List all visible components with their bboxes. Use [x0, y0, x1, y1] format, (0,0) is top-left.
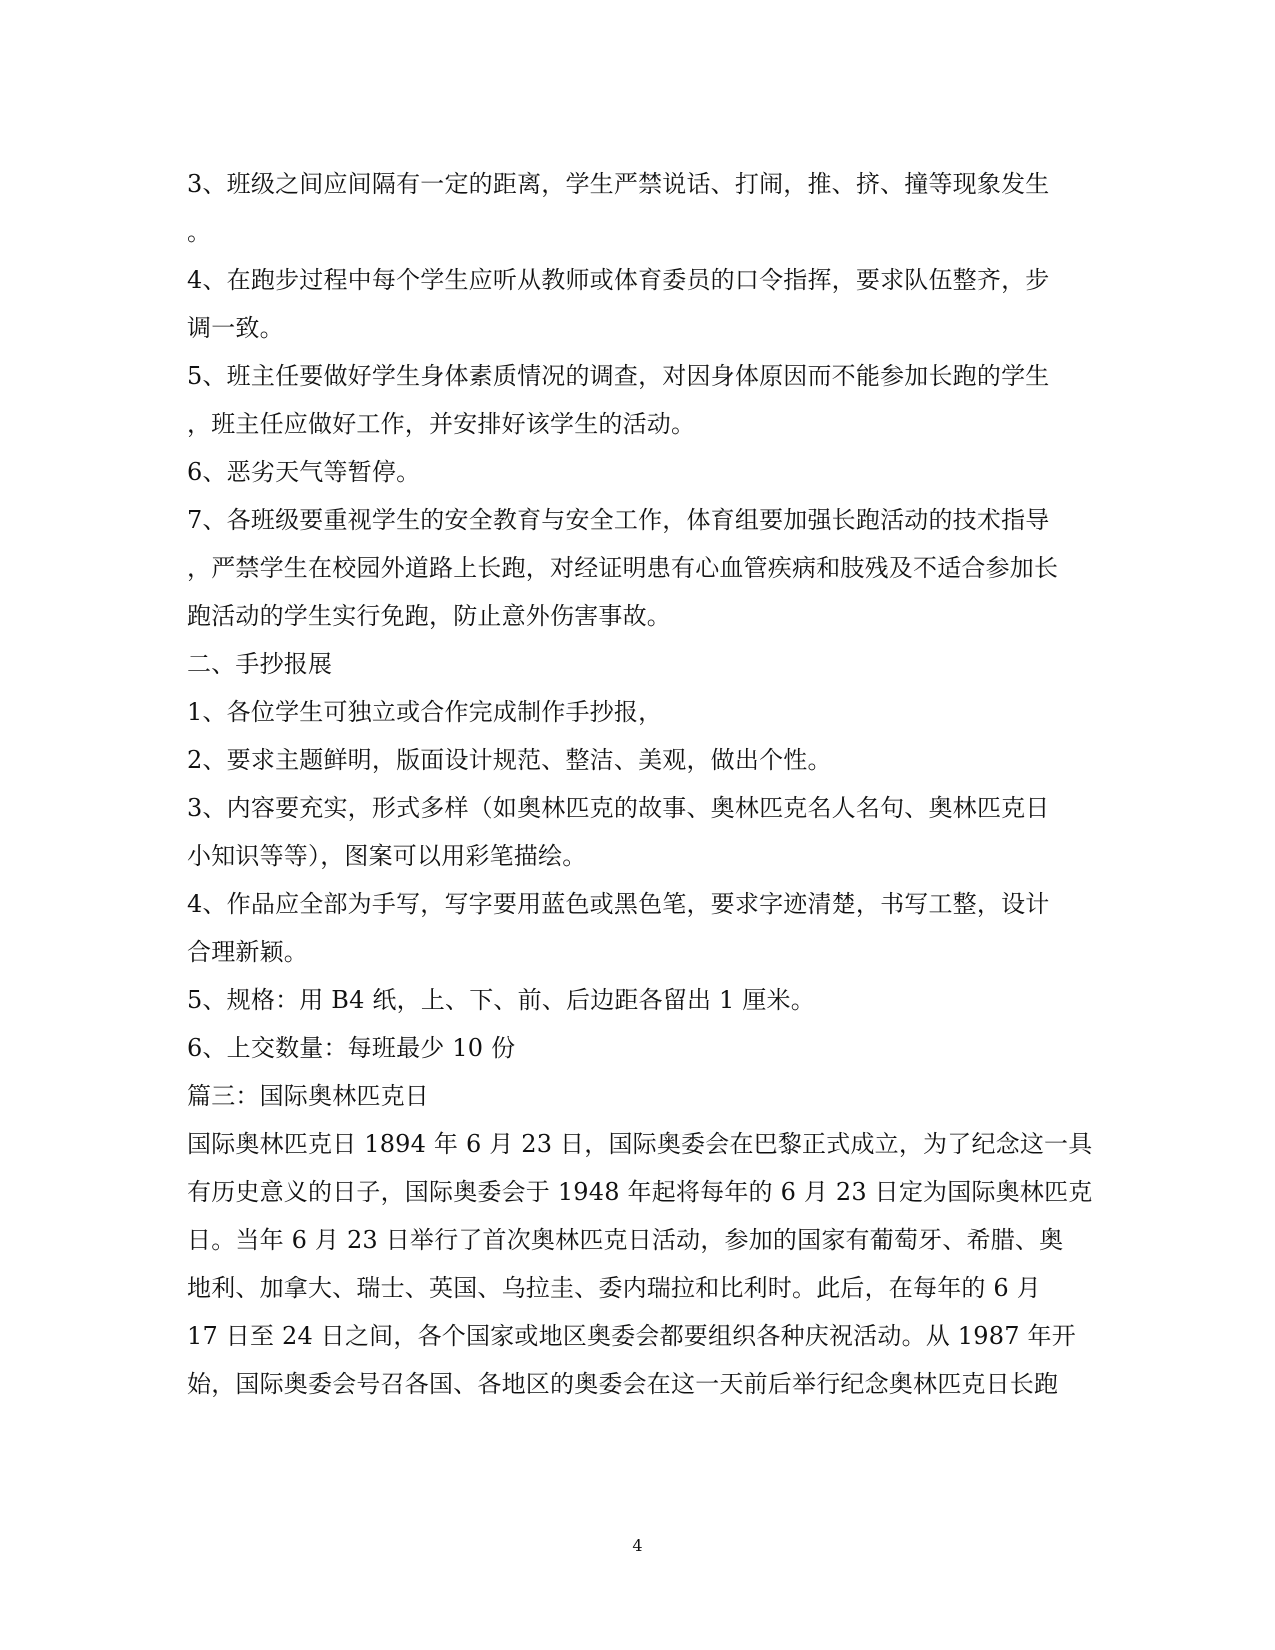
text-line: 6、恶劣天气等暂停。: [187, 458, 421, 486]
text-line: 小知识等等），图案可以用彩笔描绘。: [187, 842, 587, 870]
text-line: 2、要求主题鲜明，版面设计规范、整洁、美观，做出个性。: [187, 746, 832, 774]
text-line: 调一致。: [187, 314, 284, 342]
section-heading: 篇三：国际奥林匹克日: [187, 1082, 429, 1110]
text-line: 3、班级之间应间隔有一定的距离，学生严禁说话、打闹，推、挤、撞等现象发生: [187, 170, 1050, 198]
text-line: 1、各位学生可独立或合作完成制作手抄报，: [187, 698, 663, 726]
text-line: 6、上交数量：每班最少 10 份: [187, 1034, 516, 1062]
document-body: [187, 160, 1092, 1408]
text-line: 始，国际奥委会号召各国、各地区的奥委会在这一天前后举行纪念奥林匹克日长跑: [187, 1370, 1059, 1398]
text-line: ，班主任应做好工作，并安排好该学生的活动。: [187, 410, 696, 438]
text-line: 4、作品应全部为手写，写字要用蓝色或黑色笔，要求字迹清楚，书写工整，设计: [187, 890, 1050, 918]
text-line: 跑活动的学生实行免跑，防止意外伤害事故。: [187, 602, 671, 630]
text-line: 。: [187, 218, 212, 246]
text-line: 7、各班级要重视学生的安全教育与安全工作，体育组要加强长跑活动的技术指导: [187, 506, 1050, 534]
text-line: ，严禁学生在校园外道路上长跑，对经证明患有心血管疾病和肢残及不适合参加长: [187, 554, 1059, 582]
text-line: 有历史意义的日子，国际奥委会于 1948 年起将每年的 6 月 23 日定为国际奥林匹克: [187, 1178, 1093, 1206]
section-heading: 二、手抄报展: [187, 650, 333, 678]
text-line: 5、规格：用 B4 纸，上、下、前、后边距各留出 1 厘米。: [187, 986, 815, 1014]
text-line: 地利、加拿大、瑞士、英国、乌拉圭、委内瑞拉和比利时。此后，在每年的 6 月: [187, 1274, 1041, 1302]
text-line: 4、在跑步过程中每个学生应听从教师或体育委员的口令指挥，要求队伍整齐，步: [187, 266, 1050, 294]
text-line: 日。当年 6 月 23 日举行了首次奥林匹克日活动，参加的国家有葡萄牙、希腊、奥: [187, 1226, 1064, 1254]
text-line: 3、内容要充实，形式多样（如奥林匹克的故事、奥林匹克名人名句、奥林匹克日: [187, 794, 1050, 822]
text-line: 5、班主任要做好学生身体素质情况的调查，对因身体原因而不能参加长跑的学生: [187, 362, 1050, 390]
page-number: 4: [632, 1536, 643, 1555]
text-line: 17 日至 24 日之间，各个国家或地区奥委会都要组织各种庆祝活动。从 1987 年开: [187, 1322, 1076, 1350]
text-line: 合理新颖。: [187, 938, 308, 966]
text-line: 国际奥林匹克日 1894 年 6 月 23 日，国际奥委会在巴黎正式成立，为了纪念这一具: [187, 1130, 1093, 1158]
